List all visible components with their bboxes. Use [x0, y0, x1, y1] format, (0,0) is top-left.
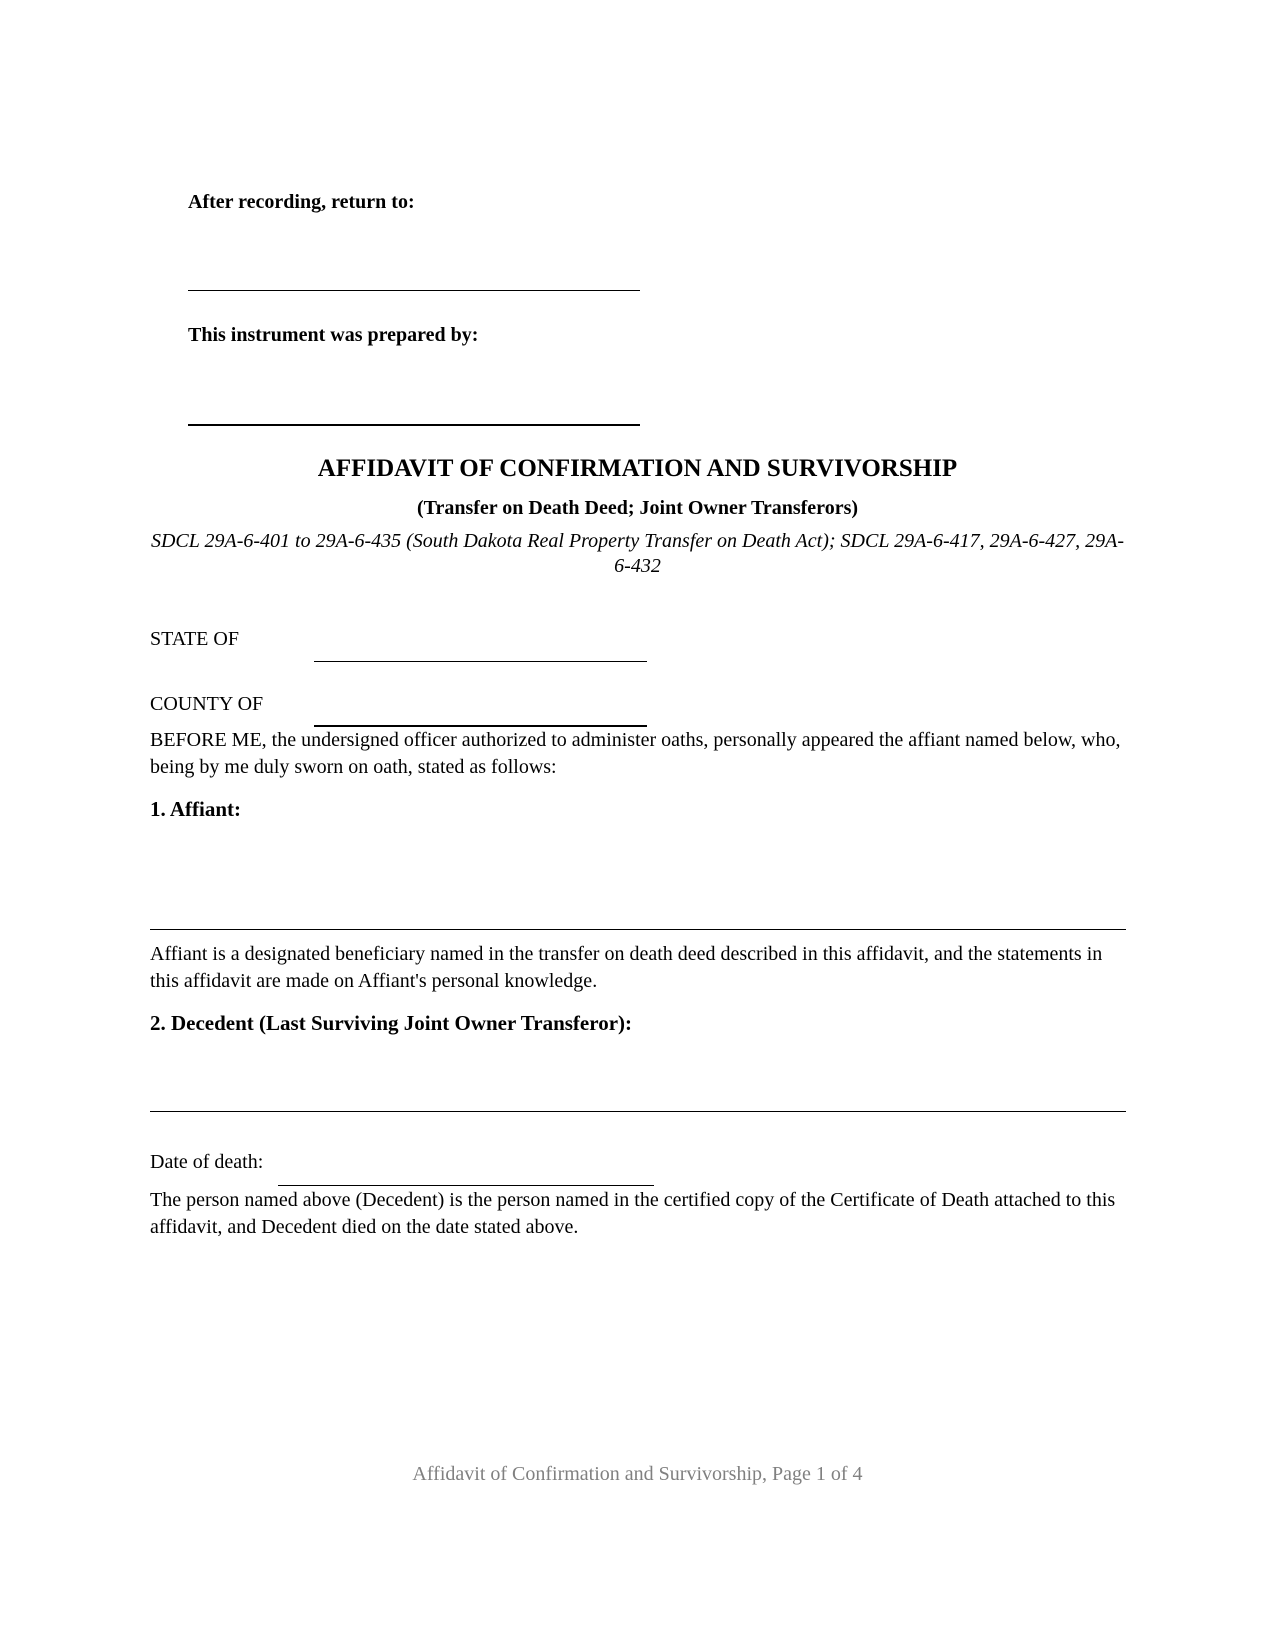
- state-of-line[interactable]: [314, 661, 647, 662]
- county-of-label: COUNTY OF: [150, 693, 264, 715]
- document-subtitle: (Transfer on Death Deed; Joint Owner Transferors): [416, 497, 859, 519]
- return-to-line[interactable]: [188, 290, 640, 291]
- decedent-paragraph: The person named above (Decedent) is the person named in the certified copy of the Certificate of Death attached to this affidavit, and Decedent died on the date stated above.: [150, 1189, 1116, 1238]
- document-title: AFFIDAVIT OF CONFIRMATION AND SURVIVORSHIP: [317, 455, 958, 482]
- state-of-label: STATE OF: [150, 628, 239, 650]
- affiant-paragraph: Affiant is a designated beneficiary named in the transfer on death deed described in this affidavit, and the statements in this affidavit are made on Affiant's personal knowledge.: [150, 943, 1103, 992]
- intro-paragraph: BEFORE ME, the undersigned officer authorized to administer oaths, personally appeared the affiant named below, who, being by me duly sworn on oath, stated as follows:: [150, 729, 1121, 778]
- decedent-heading: 2. Decedent (Last Surviving Joint Owner Transferor):: [150, 1011, 632, 1035]
- affiant-name-line[interactable]: [150, 929, 1126, 930]
- return-to-label: After recording, return to:: [188, 191, 415, 213]
- date-of-death-line[interactable]: [278, 1185, 654, 1186]
- page-footer: Affidavit of Confirmation and Survivorship, Page 1 of 4: [412, 1463, 863, 1485]
- date-of-death-label: Date of death:: [150, 1151, 264, 1173]
- decedent-name-line[interactable]: [150, 1111, 1126, 1112]
- statute-citation: SDCL 29A-6-401 to 29A-6-435 (South Dakota Real Property Transfer on Death Act); SDCL 29A-6-417, 29A-6-427, 29A-6-432: [150, 530, 1125, 577]
- prepared-by-line[interactable]: [188, 424, 640, 426]
- affiant-heading: 1. Affiant:: [150, 797, 241, 821]
- prepared-by-label: This instrument was prepared by:: [188, 324, 479, 346]
